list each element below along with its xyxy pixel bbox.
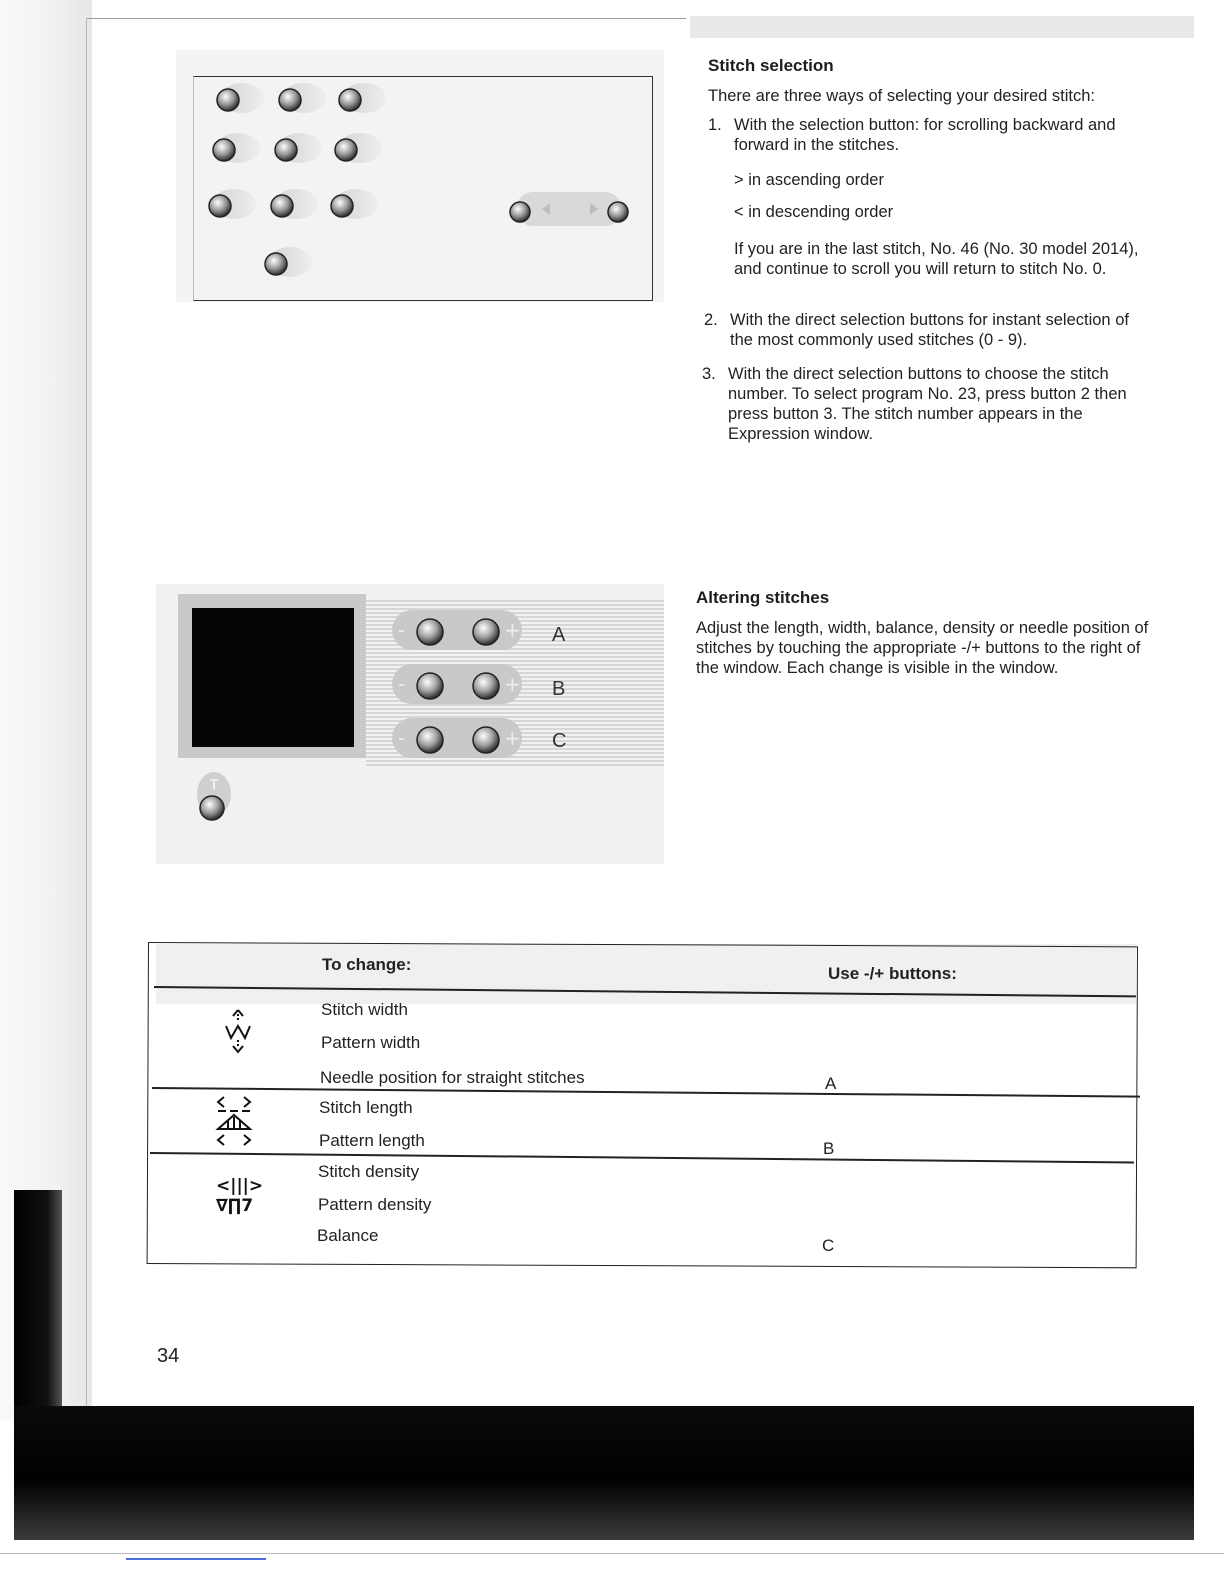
adjust-row-b [392, 664, 522, 704]
row-stitch-density: Stitch density [318, 1162, 420, 1181]
scan-blue-mark [126, 1558, 266, 1560]
page-left-edge [86, 20, 87, 1420]
last-stitch-text: If you are in the last stitch, No. 46 (No. 30 model 2014), and continue to scroll you will return to stitch No. 0. [734, 240, 1139, 278]
item-number: 2. [704, 311, 718, 329]
row-label-c: C [552, 730, 567, 752]
row-stitch-width: Stitch width [321, 1000, 408, 1019]
altering-stitches-section [696, 588, 1156, 678]
expression-window-screen [192, 608, 354, 747]
header-to-change: To change: [322, 955, 412, 974]
scan-bottom-shadow [14, 1406, 1194, 1540]
plus-button-a[interactable] [473, 619, 499, 645]
density-symbol-bottom: ∇∏7 [216, 1196, 254, 1216]
stitch-button-2[interactable] [279, 83, 326, 113]
stitch-button-4[interactable] [213, 133, 260, 163]
stitch-length-icon [214, 1093, 256, 1151]
scan-bottom-rule [0, 1553, 1224, 1554]
stitch-width-icon [220, 1008, 256, 1054]
plus-button-b[interactable] [473, 673, 499, 699]
stitch-button-7[interactable] [209, 189, 256, 219]
adjust-row-c [392, 718, 522, 758]
item-text: With the direct selection buttons to choose the stitch number. To select program No. 23, press button 2 then press button 3. The stitch number appears in the Expression window. [728, 365, 1127, 443]
plus-button-c[interactable] [473, 727, 499, 753]
stitch-button-9[interactable] [331, 189, 378, 219]
row-label-a: A [552, 624, 566, 646]
item-number: 1. [708, 116, 722, 134]
stitch-density-icon [216, 1176, 263, 1216]
stitch-buttons-svg [176, 50, 664, 302]
row-balance: Balance [317, 1226, 379, 1245]
page-number: 34 [157, 1345, 180, 1367]
stitch-button-1[interactable] [217, 83, 264, 113]
adjust-row-a [392, 610, 522, 650]
minus-button-c[interactable] [417, 727, 443, 753]
descending-order-text: < in descending order [734, 203, 894, 221]
stitch-selection-intro: There are three ways of selecting your desired stitch: [708, 87, 1096, 105]
stitch-selection-item-3 [702, 364, 1154, 444]
item-text: With the selection button: for scrolling backward and forward in the stitches. [734, 116, 1116, 154]
stitch-restart-button[interactable] [192, 768, 234, 832]
ascending-order-text: > in ascending order [734, 171, 884, 189]
stitch-selection-item-1 [708, 115, 1158, 155]
row-pattern-width: Pattern width [321, 1033, 421, 1052]
stitch-button-5[interactable] [275, 133, 322, 163]
stitch-button-6[interactable] [335, 133, 382, 163]
item-text: With the direct selection buttons for instant selection of the most commonly used stitches (0 - 9). [730, 311, 1129, 349]
row-needle-position: Needle position for straight stitches [320, 1068, 585, 1087]
row-label-b: B [552, 678, 566, 700]
stitch-selection-item-2 [704, 310, 1154, 350]
plus-label: + [504, 726, 521, 750]
minus-label: - [398, 618, 406, 642]
row-pattern-density: Pattern density [318, 1195, 432, 1214]
header-use-buttons: Use -/+ buttons: [828, 964, 957, 983]
item-number: 3. [702, 365, 716, 383]
group-c-button: C [822, 1236, 835, 1255]
stitch-selection-section [708, 56, 1158, 106]
stitch-selection-title: Stitch selection [708, 56, 834, 75]
group-b-button: B [823, 1139, 835, 1158]
stitch-button-0[interactable] [265, 247, 312, 277]
minus-button-a[interactable] [417, 619, 443, 645]
group-a-button: A [825, 1074, 837, 1093]
stitch-button-8[interactable] [271, 189, 318, 219]
row-pattern-length: Pattern length [319, 1131, 425, 1150]
page-top-rule [86, 18, 686, 19]
minus-button-b[interactable] [417, 673, 443, 699]
altering-stitches-title: Altering stitches [696, 588, 830, 607]
altering-stitches-text: Adjust the length, width, balance, density or needle position of stitches by touching the appropriate -/+ buttons to the right of the window. Each change is visible in the window. [696, 619, 1149, 677]
plus-label: + [504, 672, 521, 696]
row-stitch-length: Stitch length [319, 1098, 413, 1117]
density-symbol-top: <|||> [216, 1176, 264, 1196]
stitch-scroll-button[interactable] [510, 192, 628, 226]
stitch-button-3[interactable] [339, 83, 386, 113]
book-binding-shadow [14, 1190, 62, 1420]
plus-label: + [504, 618, 521, 642]
minus-label: - [398, 726, 406, 750]
page-top-band [690, 16, 1194, 38]
minus-label: - [398, 672, 406, 696]
